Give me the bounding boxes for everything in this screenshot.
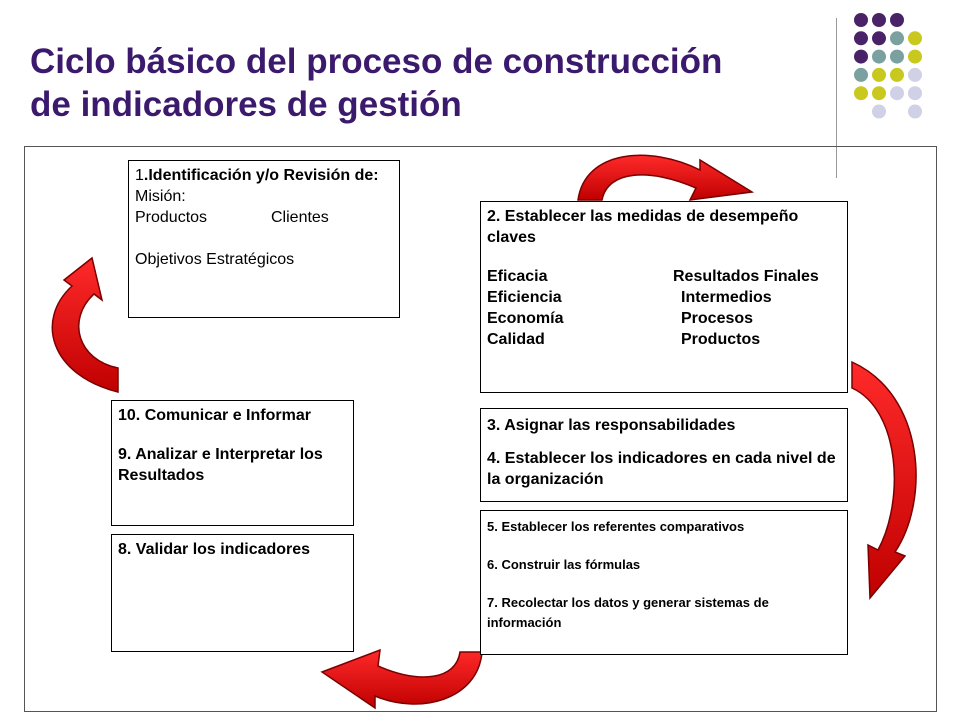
step-box-medidas xyxy=(480,201,848,393)
box2-row xyxy=(487,266,841,287)
box2-row xyxy=(487,287,841,308)
box4-line2: 6. Construir las fórmulas xyxy=(487,557,641,572)
box2-row-left: Economía xyxy=(487,310,564,327)
step-box-validar xyxy=(111,534,354,652)
box2-row-left: Eficacia xyxy=(487,268,548,285)
box1-heading: 1.Identificación y/o Revisión de: xyxy=(135,167,379,184)
box1-objetivos: Objetivos Estratégicos xyxy=(135,251,295,268)
box5-line1: 10. Comunicar e Informar xyxy=(118,407,311,424)
page-title: Ciclo básico del proceso de construcción de indicadores de gestión xyxy=(30,42,723,124)
box6-line1: 8. Validar los indicadores xyxy=(118,541,311,558)
box3-line1: 3. Asignar las responsabilidades xyxy=(487,417,736,434)
box2-title: 2. Establecer las medidas de desempeño claves xyxy=(487,208,799,246)
arrow-top xyxy=(578,155,752,200)
step-box-comunicar xyxy=(111,400,354,526)
step-box-responsabilidades xyxy=(480,408,848,502)
box1-productos: Productos xyxy=(135,209,208,226)
box4-line1: 5. Establecer los referentes comparativos xyxy=(487,519,745,534)
box2-row xyxy=(487,329,841,350)
arrow-right xyxy=(852,362,916,598)
box1-mision: Misión: xyxy=(135,188,186,205)
box2-row-left: Calidad xyxy=(487,331,545,348)
step-box-referentes xyxy=(480,510,848,655)
box2-row-right: Procesos xyxy=(681,310,754,327)
box3-line2: 4. Establecer los indicadores en cada nivel de la organización xyxy=(487,450,836,488)
step-box-identificacion xyxy=(128,160,400,318)
box2-row-right: Intermedios xyxy=(681,289,772,306)
box2-row-left: Eficiencia xyxy=(487,289,562,306)
box1-clientes: Clientes xyxy=(271,209,329,226)
arrow-left xyxy=(52,258,118,392)
arrow-bottom xyxy=(322,650,482,708)
box2-row-right: Resultados Finales xyxy=(673,268,819,285)
box5-line2: 9. Analizar e Interpretar los Resultados xyxy=(118,446,323,484)
box2-row xyxy=(487,308,841,329)
box4-line3: 7. Recolectar los datos y generar sistemas de información xyxy=(487,595,769,630)
box2-row-right: Productos xyxy=(681,331,761,348)
box1-productos-clientes xyxy=(135,207,393,228)
